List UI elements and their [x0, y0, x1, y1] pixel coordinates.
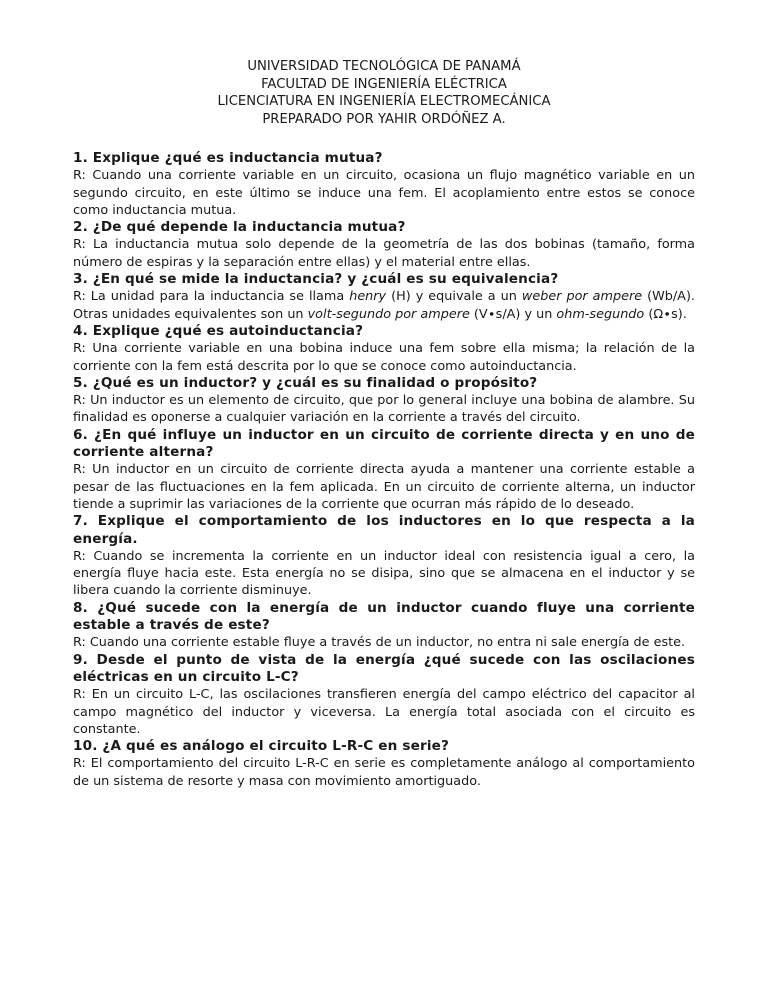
- qa-item-6: [73, 427, 695, 513]
- answer-text: (H) y equivale a un: [386, 289, 522, 305]
- qa-item-5: [73, 375, 695, 427]
- answer-text: R: La unidad para la inductancia se llama: [73, 289, 350, 305]
- answer: R: En un circuito L-C, las oscilaciones transfieren energía del campo eléctrico del capacitor al campo magnético del inductor y viceversa. La energía total asociada con el circuito es constante.: [73, 687, 695, 737]
- answer-term: henry: [349, 289, 387, 305]
- answer: R: Una corriente variable en una bobina induce una fem sobre ella misma; la relación de la corriente con la fem está descrita por lo que se conoce como autoinductancia.: [73, 341, 695, 374]
- qa-item-3: [73, 271, 695, 323]
- answer: R: Un inductor es un elemento de circuito, que por lo general incluye una bobina de alambre. Su finalidad es oponerse a cualquier variación en la corriente a través del circuito.: [73, 393, 695, 426]
- qa-item-2: [73, 219, 695, 271]
- university-name: UNIVERSIDAD TECNOLÓGICA DE PANAMÁ: [247, 59, 521, 74]
- qa-item-10: [73, 738, 695, 790]
- answer: R: El comportamiento del circuito L-R-C en serie es completamente análogo al comportamiento de un sistema de resorte y masa con movimiento amortiguado.: [73, 756, 695, 789]
- answer-term: ohm-segundo: [556, 306, 645, 322]
- answer-text: (Wb/A). Otras unidades equivalentes son un: [73, 289, 695, 322]
- answer: R: Cuando se incrementa la corriente en un inductor ideal con resistencia igual a cero, la energía fluye hacia este. Esta energía no se disipa, sino que se almacena en el inductor y se libera cuando la corriente disminuye.: [73, 548, 695, 599]
- faculty-name: FACULTAD DE INGENIERÍA ELÉCTRICA: [261, 76, 507, 92]
- question: 1. Explique ¿qué es inductancia mutua?: [73, 150, 383, 166]
- question: 4. Explique ¿qué es autoinductancia?: [73, 322, 364, 339]
- question: 7. Explique el comportamiento de los inductores en lo que respecta a la energía.: [73, 513, 695, 547]
- qa-item-1: [73, 150, 695, 219]
- question: 3. ¿En qué se mide la inductancia? y ¿cuál es su equivalencia?: [73, 271, 559, 288]
- answer-term: volt-segundo por ampere: [307, 306, 470, 322]
- document-header: [73, 58, 695, 128]
- qa-item-8: [73, 600, 695, 652]
- answer: R: Un inductor en un circuito de corriente directa ayuda a mantener una corriente estable a pesar de las fluctuaciones en la fem aplicada. En un circuito de corriente alterna, un inductor tiende a suprimir las variaciones de la corriente que ocurran más rápido de lo deseado.: [73, 462, 695, 512]
- qa-item-4: [73, 323, 695, 375]
- answer: R: Cuando una corriente variable en un circuito, ocasiona un flujo magnético variable en un segundo circuito, en este último se induce una fem. El acoplamiento entre estos se conoce como inductancia mutua.: [73, 168, 695, 218]
- document-page: [73, 58, 695, 790]
- answer-text: (V∙s/A) y un: [469, 306, 557, 322]
- answer: R: Cuando una corriente estable fluye a través de un inductor, no entra ni sale energía de este.: [73, 635, 686, 651]
- question: 9. Desde el punto de vista de la energía ¿qué sucede con las oscilaciones eléctricas en un circuito L-C?: [73, 651, 695, 685]
- degree-name: LICENCIATURA EN INGENIERÍA ELECTROMECÁNICA: [217, 94, 551, 109]
- answer-term: weber por ampere: [521, 289, 643, 305]
- answer: R: La inductancia mutua solo depende de la geometría de las dos bobinas (tamaño, forma número de espiras y la separación entre ellas) y el material entre ellas.: [73, 237, 695, 270]
- question: 6. ¿En qué influye un inductor en un circuito de corriente directa y en uno de corriente alterna?: [73, 426, 695, 461]
- question: 5. ¿Qué es un inductor? y ¿cuál es su finalidad o propósito?: [73, 374, 538, 391]
- qa-item-9: [73, 652, 695, 738]
- question: 8. ¿Qué sucede con la energía de un inductor cuando fluye una corriente estable a través de este?: [73, 599, 695, 634]
- question: 2. ¿De qué depende la inductancia mutua?: [73, 219, 406, 236]
- author-line: PREPARADO POR YAHIR ORDÓÑEZ A.: [262, 111, 506, 127]
- answer: [73, 288, 695, 323]
- qa-item-7: [73, 513, 695, 599]
- question: 10. ¿A qué es análogo el circuito L-R-C en serie?: [73, 738, 450, 755]
- answer-text: (Ω∙s).: [644, 306, 687, 322]
